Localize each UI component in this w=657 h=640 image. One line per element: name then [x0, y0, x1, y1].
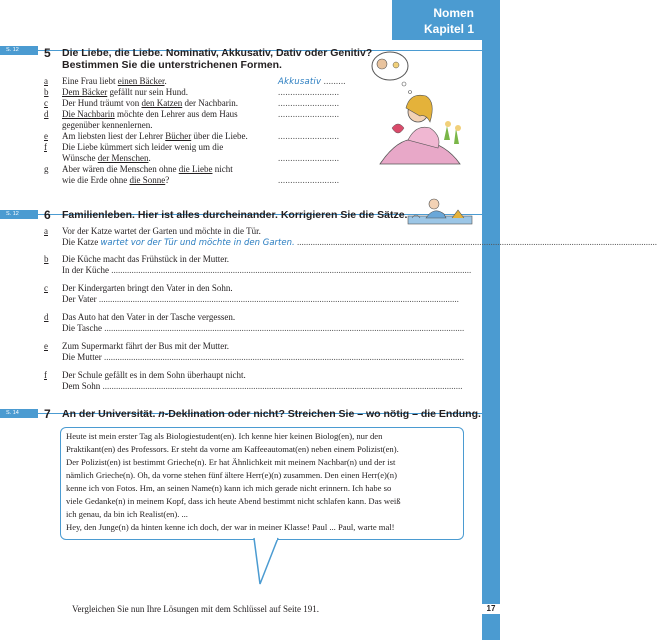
- exercise-6-title: Familienleben. Hier ist alles durcheinander. Korrigieren Sie die Sätze.: [62, 209, 408, 221]
- exercise-6-answer-line[interactable]: Die Tasche ................................................................................................................................................................: [62, 323, 465, 333]
- washing-dishes-illustration: [404, 196, 476, 226]
- exercise-5-item-letter: c: [44, 98, 48, 108]
- underlined-form: Bücher: [165, 131, 192, 141]
- sentence-start: Die Katze: [62, 237, 99, 247]
- sentence-part: Wünsche: [62, 153, 98, 163]
- sentence-part: Am liebsten liest der Lehrer: [62, 131, 166, 141]
- sentence-part: gefällt nur sein Hund.: [107, 87, 188, 97]
- exercise-5-item-letter: e: [44, 131, 48, 141]
- exercise-5-title-line-2: Bestimmen Sie die unterstrichenen Formen.: [62, 59, 282, 71]
- exercise-5-title-line-1: Die Liebe, die Liebe. Nominativ, Akkusativ, Dativ oder Genitiv?: [62, 47, 373, 59]
- exercise-7-title: [62, 408, 481, 420]
- exercise-7-title-end: -Deklination oder nicht? Streichen Sie – wo nötig – die Endung.: [164, 408, 481, 420]
- exercise-6-number: 6: [44, 208, 51, 222]
- exercise-6-answer-line[interactable]: Die Mutter ................................................................................................................................................................: [62, 352, 464, 362]
- exercise-5-item-text: [62, 142, 223, 153]
- exercise-5-title: [62, 47, 372, 71]
- sentence-start: Dem Sohn: [62, 381, 101, 391]
- sentence-part: Eine Frau liebt: [62, 76, 118, 86]
- exercise-7-number: 7: [44, 407, 51, 421]
- page-edge-strip: [482, 0, 500, 640]
- sentence-part: nicht: [212, 164, 233, 174]
- sentence-part: Die Liebe kümmert sich leider wenig um die: [62, 142, 224, 152]
- exercise-5-item-text: [62, 109, 238, 120]
- chapter-label: Kapitel 1: [423, 22, 474, 36]
- exercise-5-item-text: [62, 76, 167, 87]
- exercise-7-text-line[interactable]: Der Polizist(en) ist bestimmt Grieche(n). Er hat Ähnlichkeit mit meinem Nachbar(n) und der ist: [66, 457, 396, 467]
- exercise-5-item-letter: a: [44, 76, 48, 86]
- speech-bubble-tail: [252, 538, 282, 586]
- exercise-6-answer-line[interactable]: In der Küche ................................................................................................................................................................: [62, 265, 472, 275]
- underlined-form: einen Bäcker: [117, 76, 165, 86]
- exercise-7-title-start: An der Universität.: [62, 408, 159, 420]
- exercise-6-item-letter: e: [44, 341, 48, 351]
- chapter-title: Nomen: [433, 6, 474, 20]
- footer-note: Vergleichen Sie nun Ihre Lösungen mit dem Schlüssel auf Seite 191.: [72, 604, 320, 614]
- exercise-6-sentence: Der Kindergarten bringt den Vater in den Sohn.: [62, 283, 233, 293]
- sentence-start: Die Mutter: [62, 352, 102, 362]
- exercise-5-item-letter: f: [44, 142, 47, 152]
- exercise-5-item-text: [62, 164, 233, 175]
- exercise-6-sentence: Das Auto hat den Vater in der Tasche vergessen.: [62, 312, 236, 322]
- exercise-7-text-line[interactable]: viele Gedanke(n) in meinem Kopf, dass ich heute Abend bestimmt nicht schlafen kann. Das weiß: [66, 496, 401, 506]
- underlined-form: den Katzen: [141, 98, 183, 108]
- exercise-5-item-text: [62, 120, 152, 131]
- exercise-6-answer-line[interactable]: Dem Sohn ................................................................................................................................................................: [62, 381, 463, 391]
- sentence-start: Der Vater: [62, 294, 97, 304]
- answer-line-5f[interactable]: .........................: [278, 153, 340, 163]
- answer-line-5b[interactable]: .........................: [278, 87, 340, 97]
- exercise-5-number: 5: [44, 46, 51, 60]
- answer-line-5e[interactable]: .........................: [278, 131, 340, 141]
- exercise-7-text-line[interactable]: ich genau, da bin ich Realist(en). ...: [66, 509, 188, 519]
- exercise-5-item-letter: d: [44, 109, 49, 119]
- answer-5a: Akkusativ: [278, 77, 322, 87]
- exercise-7-text-line[interactable]: Hey, den Junge(n) da hinten kenne ich doch, der war in meiner Klasse! Paul ... Paul, warte mal!: [66, 522, 395, 532]
- exercise-6-item-letter: f: [44, 370, 47, 380]
- exercise-5-item-text: [62, 175, 169, 186]
- sentence-part: wie die Erde ohne: [62, 175, 130, 185]
- page-number: 17: [482, 604, 500, 614]
- exercise-7-text-line[interactable]: nämlich Grieche(n). Oh, da vorne stehen fünf ältere Herr(e)(n) zusammen. Den einen Herr(e)(n): [66, 470, 397, 480]
- exercise-7-title-italic: n: [158, 408, 165, 420]
- exercise-6-item-letter: c: [44, 283, 48, 293]
- sentence-part: Aber wären die Menschen ohne: [62, 164, 179, 174]
- exercise-5-item-letter: b: [44, 87, 49, 97]
- exercise-6-reference: S. 12: [0, 210, 38, 219]
- answer-line-5d[interactable]: .........................: [278, 109, 340, 119]
- underlined-form: Die Nachbarin: [62, 109, 115, 119]
- exercise-6-sentence: Vor der Katze wartet der Garten und möchte in die Tür.: [62, 226, 261, 236]
- chapter-header: [392, 0, 482, 40]
- exercise-7-text-line[interactable]: kenne ich von Fotos. Hm, an seinen Name(n) kann ich mich gerade nicht erinnern. Ich habe so: [66, 483, 392, 493]
- handwritten-answer: wartet vor der Tür und möchte in den Garten.: [100, 238, 295, 248]
- woman-with-heart-illustration: [360, 44, 470, 170]
- exercise-6-sentence: Der Schule gefällt es in dem Sohn überhaupt nicht.: [62, 370, 246, 380]
- exercise-6-item-letter: d: [44, 312, 49, 322]
- exercise-7-text-line[interactable]: Heute ist mein erster Tag als Biologiestudent(en). Ich kenne hier keinen Biolog(en), nur den: [66, 431, 383, 441]
- underlined-form: der Menschen: [97, 153, 149, 163]
- sentence-start: In der Küche: [62, 265, 109, 275]
- underlined-form: die Liebe: [178, 164, 213, 174]
- exercise-6-sentence: Zum Supermarkt fährt der Bus mit der Mutter.: [62, 341, 229, 351]
- answer-line-5g[interactable]: .........................: [278, 175, 340, 185]
- sentence-part: Der Hund träumt von: [62, 98, 142, 108]
- exercise-6-sentence: Die Küche macht das Frühstück in der Mutter.: [62, 254, 229, 264]
- sentence-part: über die Liebe.: [191, 131, 248, 141]
- sentence-start: Die Tasche: [62, 323, 102, 333]
- exercise-7-text-line[interactable]: Praktikant(en) des Professors. Er steht da vorne am Kaffeeautomat(en) neben einem Polizist(en).: [66, 444, 399, 454]
- exercise-6-item-letter: b: [44, 254, 49, 264]
- exercise-5-item-text: [62, 153, 151, 164]
- exercise-5-item-text: [62, 87, 188, 98]
- underlined-form: Dem Bäcker: [62, 87, 108, 97]
- exercise-6-item-letter: a: [44, 226, 48, 236]
- sentence-part: möchte den Lehrer aus dem Haus: [114, 109, 238, 119]
- exercise-5-item-text: [62, 131, 248, 142]
- sentence-part: der Nachbarin.: [182, 98, 238, 108]
- sentence-part: ?: [165, 175, 170, 185]
- sentence-part: .: [164, 76, 167, 86]
- exercise-7-reference: S. 14: [0, 409, 38, 418]
- sentence-part: gegenüber kennenlernen.: [62, 120, 153, 130]
- exercise-5-reference: S. 12: [0, 46, 38, 55]
- exercise-5-item-letter: g: [44, 164, 49, 174]
- exercise-6-answer-line[interactable]: Die Katze wartet vor der Tür und möchte in den Garten. ................................................................................................................................................................: [62, 237, 657, 248]
- exercise-5-item-text: [62, 98, 238, 109]
- underlined-form: die Sonne: [129, 175, 166, 185]
- answer-line-5c[interactable]: .........................: [278, 98, 340, 108]
- answer-line-5a[interactable]: Akkusativ .........: [278, 76, 346, 87]
- exercise-6-answer-line[interactable]: Der Vater ................................................................................................................................................................: [62, 294, 459, 304]
- sentence-part: .: [148, 153, 151, 163]
